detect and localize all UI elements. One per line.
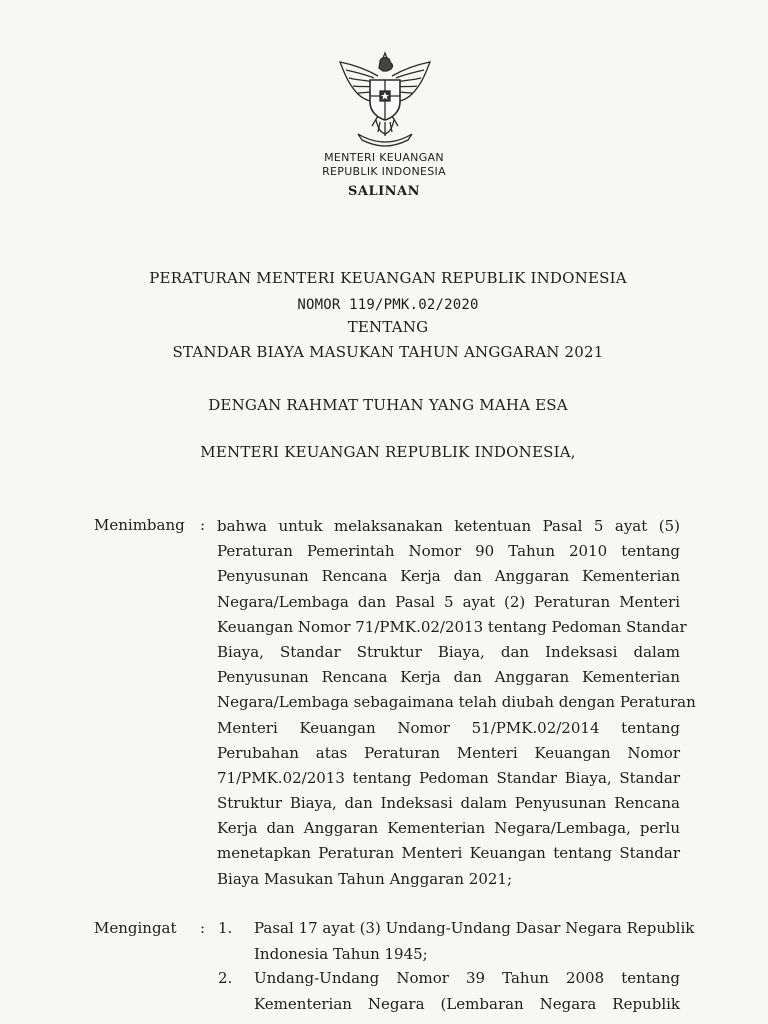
svg-text:· · · · ·: · · · · · [379,139,391,144]
copy-mark: SALINAN [347,184,421,199]
mengingat-item [254,966,680,1017]
agency-country: REPUBLIK INDONESIA [322,165,446,178]
regulation-number: NOMOR 119/PMK.02/2020 [297,297,479,313]
agency-name: MENTERI KEUANGAN [324,151,444,164]
menimbang-line: menetapkan Peraturan Menteri Keuangan tentang Standar [217,844,680,863]
mengingat-label: Mengingat [94,919,177,937]
menimbang-line: Penyusunan Rencana Kerja dan Anggaran Kementerian [217,567,680,586]
regulation-title: PERATURAN MENTERI KEUANGAN REPUBLIK INDONESIA [149,269,627,287]
regulation-subject: STANDAR BIAYA MASUKAN TAHUN ANGGARAN 2021 [172,343,604,361]
menimbang-line: Biaya Masukan Tahun Anggaran 2021; [217,869,513,888]
menimbang-line: Negara/Lembaga dan Pasal 5 ayat (2) Peraturan Menteri [217,592,680,611]
mengingat-item-line: Pasal 17 ayat (3) Undang-Undang Dasar Negara Republik [254,919,695,937]
menimbang-label: Menimbang [94,516,185,534]
menimbang-line: Peraturan Pemerintah Nomor 90 Tahun 2010 tentang [217,542,680,561]
menimbang-line: Keuangan Nomor 71/PMK.02/2013 tentang Pedoman Standar [217,617,687,636]
mengingat-item-line: Kementerian Negara (Lembaran Negara Republik [254,994,680,1013]
menimbang-line: Kerja dan Anggaran Kementerian Negara/Lembaga, perlu [217,819,680,838]
regulation-about: TENTANG [347,318,429,336]
mengingat-item-line: Indonesia Tahun 1945; [254,944,428,963]
menimbang-paragraph [217,514,696,892]
mengingat-item-number: 1. [218,919,233,937]
menimbang-line: Perubahan atas Peraturan Menteri Keuangan Nomor [217,743,680,762]
menimbang-colon: : [200,516,206,534]
mengingat-item [254,916,695,967]
mengingat-item-number: 2. [218,969,233,987]
menimbang-line: Penyusunan Rencana Kerja dan Anggaran Kementerian [217,668,680,687]
menimbang-line: Negara/Lembaga sebagaimana telah diubah dengan Peraturan [217,693,696,712]
menimbang-line: Struktur Biaya, dan Indeksasi dalam Penyusunan Rencana [217,794,680,813]
garuda-emblem-icon [334,50,436,148]
authority: MENTERI KEUANGAN REPUBLIK INDONESIA, [200,443,576,461]
menimbang-line: bahwa untuk melaksanakan ketentuan Pasal 5 ayat (5) [217,517,680,535]
mengingat-colon: : [200,919,206,937]
menimbang-line: Menteri Keuangan Nomor 51/PMK.02/2014 tentang [217,718,680,737]
mengingat-item-line: Undang-Undang Nomor 39 Tahun 2008 tentang [254,969,680,987]
menimbang-line: Biaya, Standar Struktur Biaya, dan Indeksasi dalam [217,642,680,661]
invocation: DENGAN RAHMAT TUHAN YANG MAHA ESA [208,396,568,414]
menimbang-line: 71/PMK.02/2013 tentang Pedoman Standar Biaya, Standar [217,768,680,787]
